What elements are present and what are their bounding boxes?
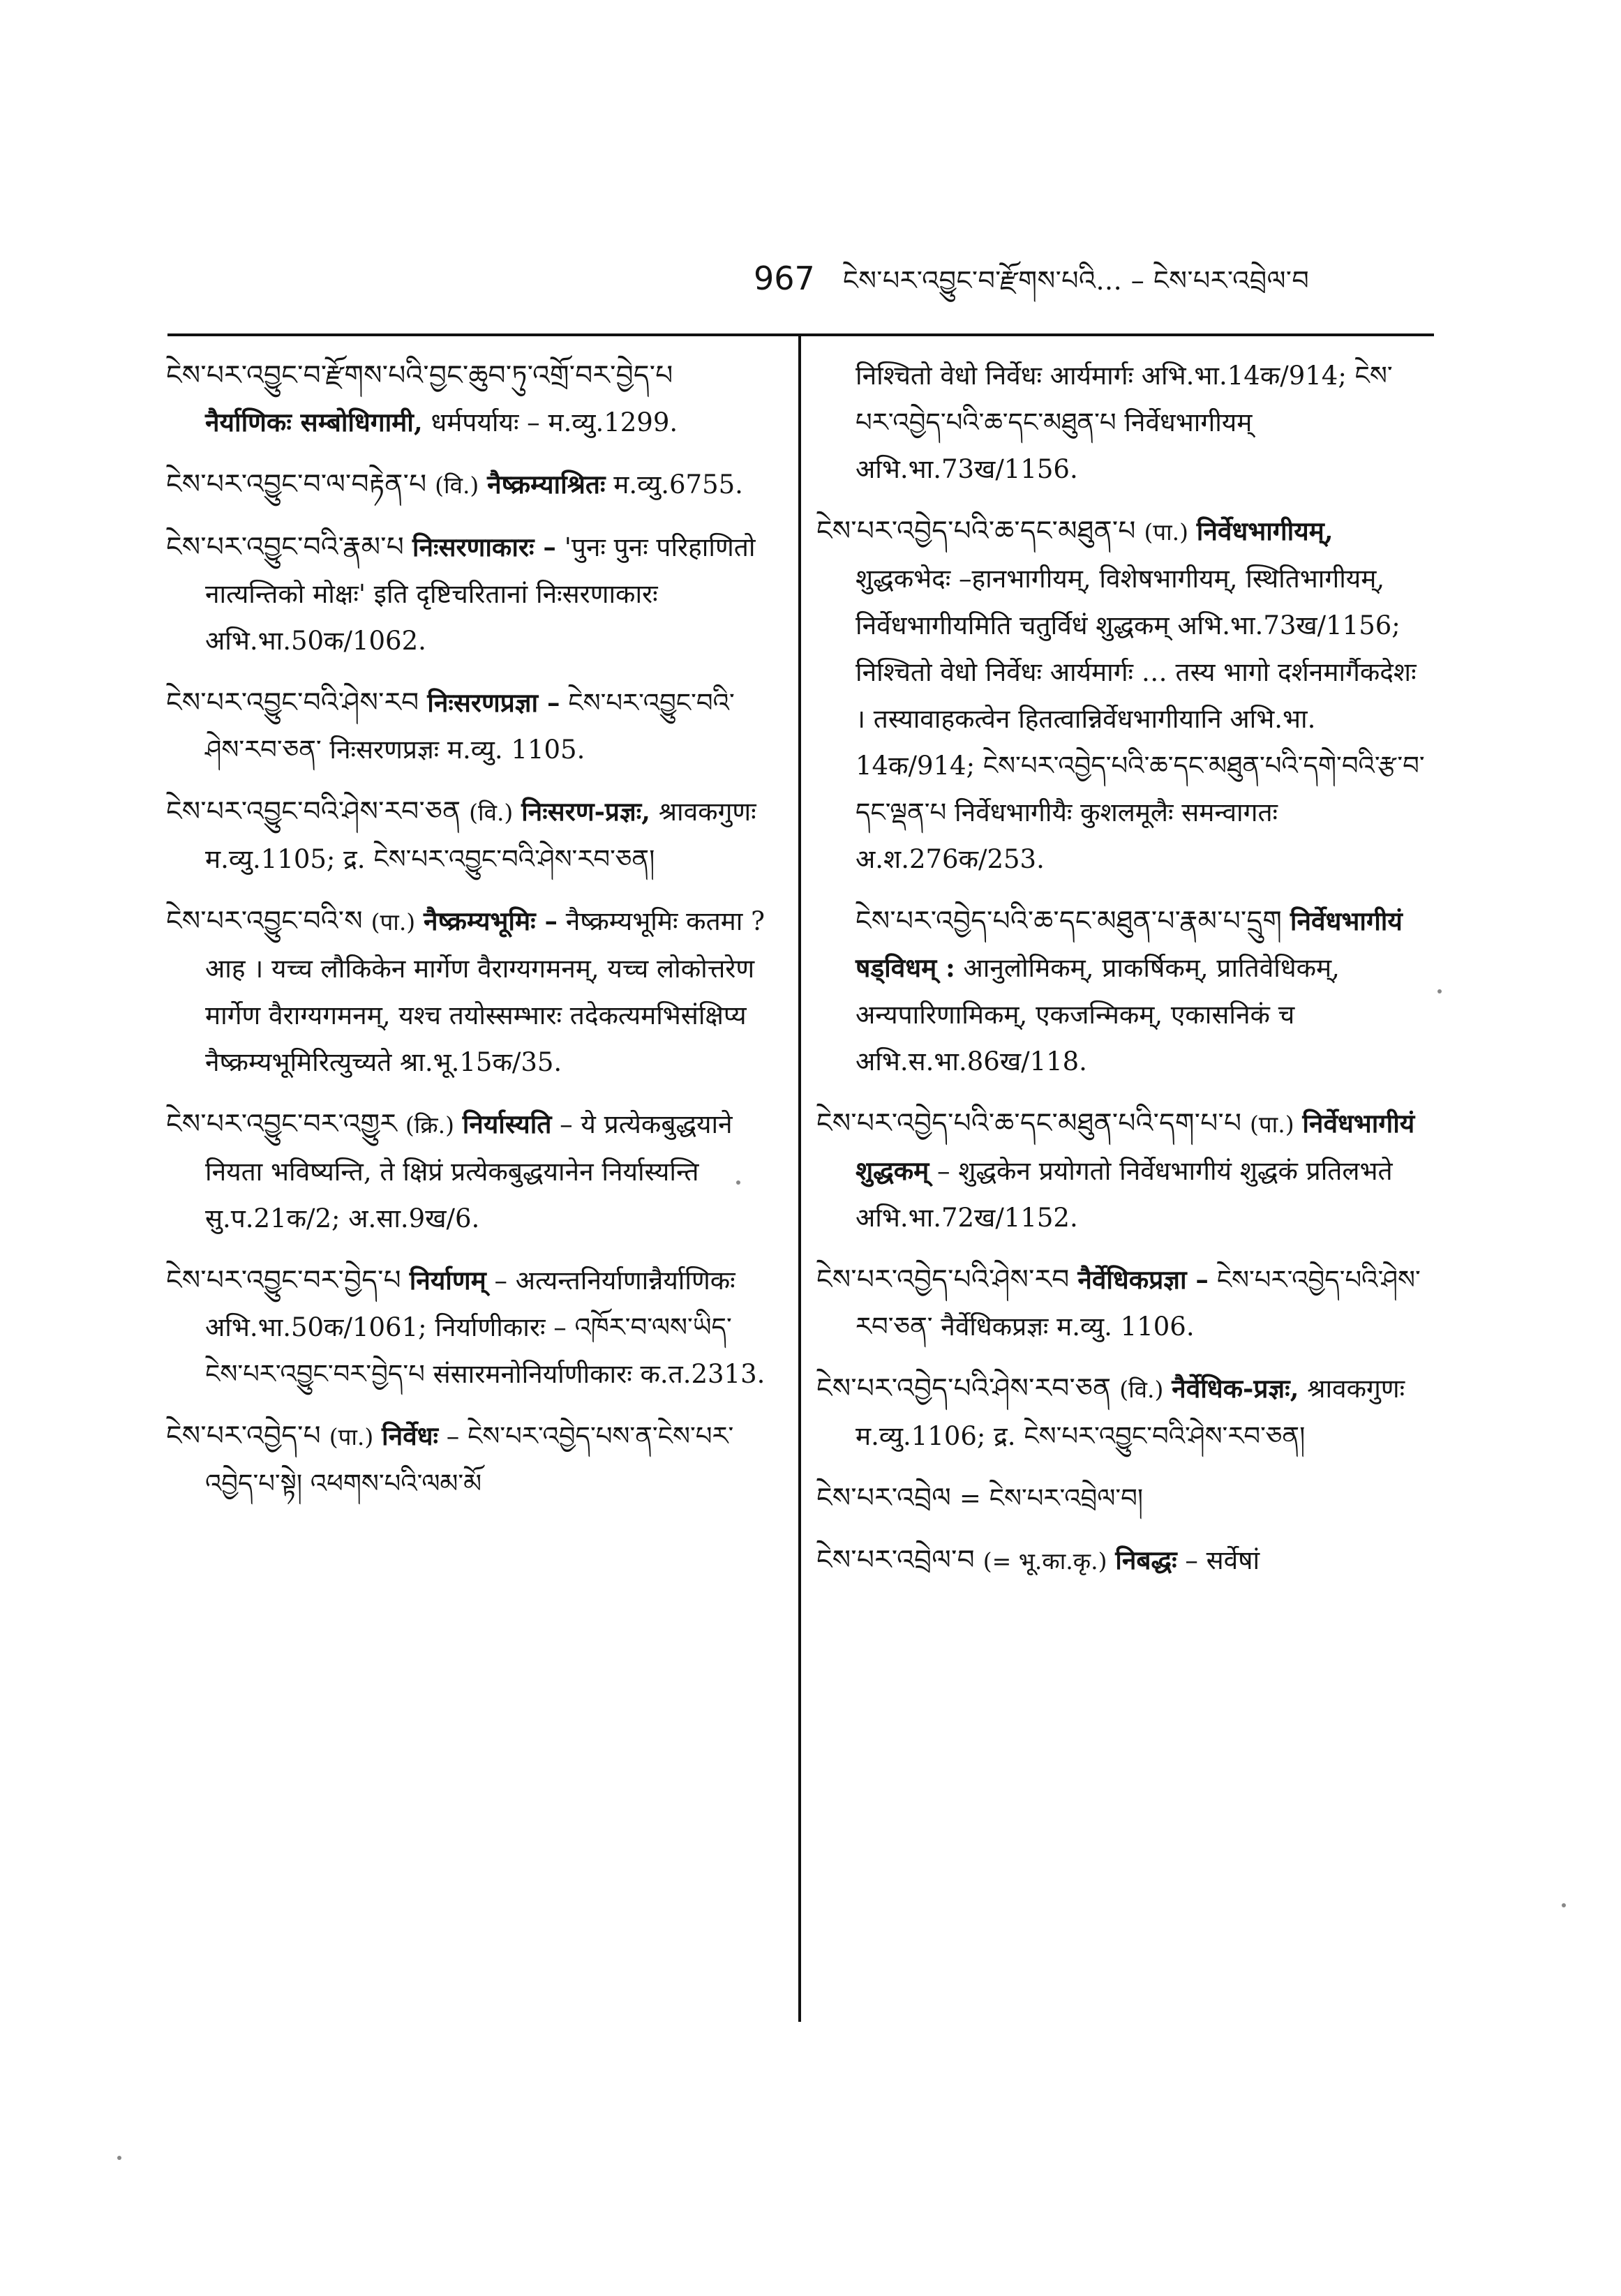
headword: ངེས་པར་འབྲེལ་བ [816,1545,975,1576]
grammar-label: (वि.) [1119,1376,1164,1403]
dictionary-entry [166,352,766,446]
headword: ངེས་པར་འབྱུང་བར་འགྱུར [166,1109,398,1140]
sanskrit-equivalent: निर्याणम् [409,1265,486,1296]
headword: ངེས་པར་འབྱུང་བའི་རྣམ་པ [166,532,405,563]
headword: ངེས་པར་འབྱེད་པའི་ཆ་དང་མཐུན་པ་རྣམ་པ་དྲུག [856,906,1283,937]
sanskrit-equivalent: निबद्धः [1115,1545,1177,1575]
sanskrit-equivalent: निःसरणाकारः – [412,532,556,562]
entry-body: – ये प्रत्येकबुद्धयाने नियता भविष्यन्ति, ते क्षिप्रं प्रत्येकबुद्धयानेन निर्यास्यन्ति सु.प.21क/2; अ.सा.9ख/6. [205,1109,733,1233]
dictionary-entry [816,1537,1430,1584]
grammar-label: (वि.) [469,799,514,826]
column-divider [798,333,801,2022]
dictionary-entry [166,1413,766,1507]
entry-body: – सर्वेषां [1185,1545,1260,1575]
sanskrit-equivalent: नैष्क्रम्याश्रितः [487,469,606,500]
entry-body: आनुलोमिकम्, प्राकर्षिकम्, प्रातिवेधिकम्, अन्यपारिणामिकम्, एकजन्मिकम्, एकासनिकं च अभि.स.भा.86ख/118. [856,953,1340,1076]
sanskrit-equivalent: नैर्वेधिकप्रज्ञा – [1077,1264,1209,1295]
dictionary-entry [166,1101,766,1242]
sanskrit-equivalent: नैष्क्रम्यभूमिः – [423,906,558,936]
headword: ངེས་པར་འབྱེད་པའི་ཆ་དང་མཐུན་པ [816,516,1136,547]
headword: ངེས་པར་འབྱེད་པ [166,1420,321,1452]
headword: ངེས་པར་འབྱེད་པའི་ཤེས་རབ [816,1264,1070,1296]
page-header [754,251,1424,300]
grammar-label: (= भू.का.कृ.) [983,1547,1107,1575]
entry-body: 'पुनः पुनः परिहाणितो नात्यन्तिको मोक्षः' इति दृष्टिचरितानां निःसरणाकारः अभि.भा.50क/1062. [205,532,756,656]
entry-body: – ངེས་པར་འབྱེད་པས་ན་ངེས་པར་འབྱེད་པ་སྟེ། འཕགས་པའི་ལམ་མོ [205,1421,734,1499]
headword: ངེས་པར་འབྱུང་བ་ལ་བརྟེན་པ [166,469,427,500]
dictionary-entry [816,1100,1430,1241]
entry-body: शुद्धकभेदः –हानभागीयम्, विशेषभागीयम्, स्थितिभागीयम्, निर्वेधभागीयमिति चतुर्विधं शुद्धकम् अभि.भा.73ख/1156; निश्चितो वेधो निर्वेधः आर्यमार्गः … तस्य भागो दर्शनमार्गैकदेशः । तस्यावाहकत्वेन हितत्वान्निर्वेधभागीयानि अभि.भा. 14क/914; ངེས་པར་འབྱེད་པའི་ཆ་དང་མཐུན་པའི་དགེ་བའི་རྩ་བ་དང་ལྡན་པ निर्वेधभागीयैः कुशलमूलैः समन्वागतः अ.श.276क/253. [856,564,1425,874]
grammar-label: (क्रि.) [405,1111,454,1139]
entry-body: धर्मपर्यायः – म.व्यु.1299. [431,407,678,437]
scan-speck [1562,1903,1566,1907]
entry-body: ངེས་པར་འབྱུང་བའི་ཤེས་རབ་ཅན་ निःसरणप्रज्ञः म.व्यु. 1105. [205,688,735,765]
headword: ངེས་པར་འབྲེལ [816,1483,952,1514]
entry-body: ངེས་པར་འབྱེད་པའི་ཤེས་རབ་ཅན་ नैर्वेधिकप्रज्ञः म.व्यु. 1106. [856,1265,1421,1342]
dictionary-entry [816,898,1430,1085]
dictionary-entry [166,788,766,883]
grammar-label: (पा.) [371,908,416,936]
dictionary-entry [166,461,766,509]
sanskrit-equivalent: निर्वेधभागीयम्, [1196,516,1334,546]
left-column [166,352,766,1522]
sanskrit-equivalent: निर्वेधः [382,1420,438,1451]
headword: ངེས་པར་འབྱུང་བར་བྱེད་པ [166,1265,401,1296]
running-head: ངེས་པར་འབྱུང་བ་རྫོགས་པའི... – ངེས་པར་འབྲེལ་བ [842,265,1310,296]
headword: ངེས་པར་འབྱེད་པའི་ཆ་དང་མཐུན་པའི་དག་པ་པ [816,1108,1242,1139]
scan-speck [736,1180,740,1185]
headword: ངེས་པར་འབྱུང་བའི་ས [166,906,363,937]
entry-body: – अत्यन्तनिर्याणान्नैर्याणिकः अभि.भा.50क/1061; निर्याणीकारः – འཁོར་བ་ལས་ཡིད་ངེས་པར་འབྱུང་བར་བྱེད་པ संसारमनोनिर्याणीकारः क.त.2313. [205,1266,765,1389]
grammar-label: (पा.) [1250,1111,1294,1138]
sanskrit-equivalent: निर्वेधभागीयं शुद्धकम् [856,1108,1415,1186]
right-column [816,352,1430,1600]
sanskrit-equivalent: निर्यास्यति [462,1109,552,1139]
dictionary-entry [166,524,766,664]
dictionary-entry [166,898,766,1086]
headword: ངེས་པར་འབྱེད་པའི་ཤེས་རབ་ཅན [816,1373,1112,1404]
dictionary-entry [166,680,766,773]
entry-body: श्रावकगुणः म.व्यु.1106; द्र. ངེས་པར་འབྱུང་བའི་ཤེས་རབ་ཅན། [856,1374,1405,1451]
scan-speck [117,2156,121,2160]
headword: ངེས་པར་འབྱུང་བའི་ཤེས་རབ་ཅན [166,796,461,827]
dictionary-entry [816,1365,1430,1460]
headword: ངེས་པར་འབྱུང་བའི་ཤེས་རབ [166,687,419,719]
scan-speck [1437,989,1442,993]
grammar-label: (पा.) [1144,518,1188,546]
entry-body: म.व्यु.6755. [613,470,743,500]
entry-body: श्रावकगुणः म.व्यु.1105; द्र. ངེས་པར་འབྱུང་བའི་ཤེས་རབ་ཅན། [205,797,756,874]
sanskrit-equivalent: नैर्वेधिक-प्रज्ञः, [1172,1373,1299,1404]
dictionary-entry [816,1256,1430,1350]
dictionary-entry [816,1475,1430,1522]
headword: ངེས་པར་འབྱུང་བ་རྫོགས་པའི་བྱང་ཆུབ་ཏུ་འགྲོ་བར་བྱེད་པ [166,360,673,391]
entry-body: नैष्क्रम्यभूमिः कतमा ? आह । यच्च लौकिकेन मार्गेण वैराग्यगमनम्, यच्च लोकोत्तरेण मार्गेण वैराग्यगमनम्, यश्च तयोस्सम्भारः तदेकत्यमभिसंक्षिप्य नैष्क्रम्यभूमिरित्युच्यते श्रा.भू.15क/35. [205,906,765,1077]
sanskrit-equivalent: नैर्याणिकः सम्बोधिगामी, [205,407,423,437]
dictionary-entry [816,352,1430,493]
page-number: 967 [754,260,815,297]
entry-body: – शुद्धकेन प्रयोगतो निर्वेधभागीयं शुद्धकं प्रतिलभते अभि.भा.72ख/1152. [856,1156,1393,1233]
dictionary-entry [166,1257,766,1397]
sanskrit-equivalent: निर्वेधभागीयं षड्विधम् : [856,906,1403,983]
entry-body: = ངེས་པར་འབྲེལ་བ། [959,1483,1144,1513]
sanskrit-equivalent: निःसरणप्रज्ञा – [427,687,560,718]
dictionary-entry [816,508,1430,883]
grammar-label: (पा.) [329,1423,374,1450]
sanskrit-equivalent: निःसरण-प्रज्ञः, [521,796,651,827]
entry-body: निश्चितो वेधो निर्वेधः आर्यमार्गः अभि.भा.14क/914; ངེས་པར་འབྱེད་པའི་ཆ་དང་མཐུན་པ निर्वेधभागीयम् अभि.भा.73ख/1156. [856,361,1393,484]
grammar-label: (वि.) [435,472,479,499]
